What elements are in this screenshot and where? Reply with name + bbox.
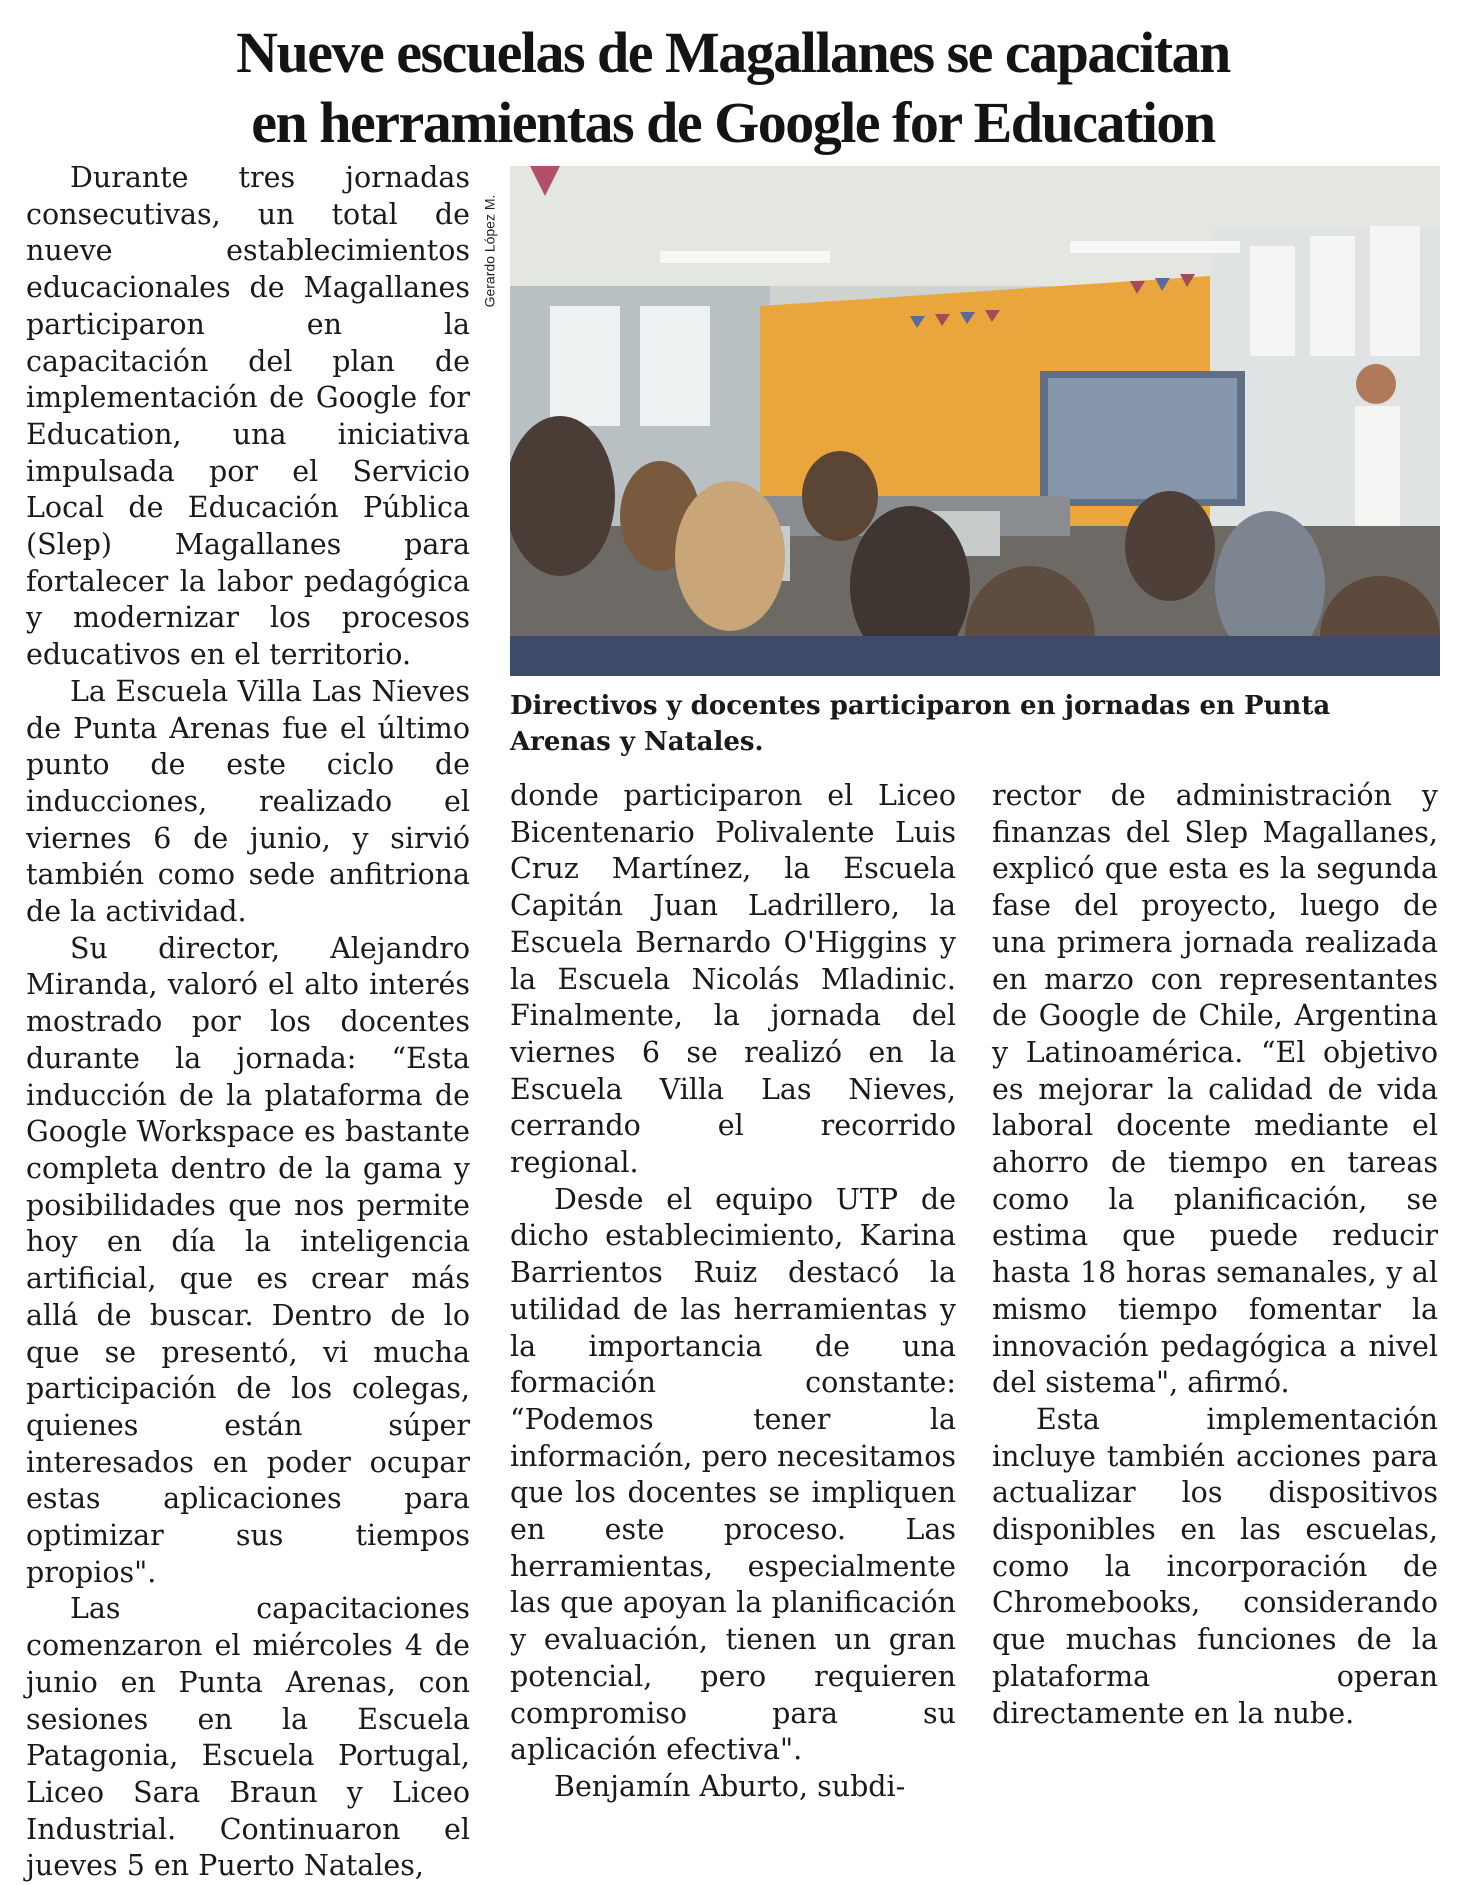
classroom-photo	[510, 166, 1440, 676]
article-column-3	[992, 778, 1438, 1732]
paragraph: Su director, Alejandro Miranda, valoró el alto interés mostrado por los docentes durante la jornada: “Esta inducción de la plataforma de Google Workspace es bastante completa dentro de la gama y posibilidades que nos permite hoy en día la inteligencia artificial, que es crear más allá de buscar. Dentro de lo que se presentó, vi mucha participación de los colegas, quienes están súper interesados en poder ocupar estas aplicaciones para optimizar sus tiempos propios".	[26, 931, 470, 1589]
article-column-2	[510, 778, 956, 1806]
headline-line-1: Nueve escuelas de Magallanes se capacitan	[236, 20, 1230, 85]
paragraph: Desde el equipo UTP de dicho establecimiento, Karina Barrientos Ruiz destacó la utilidad de las herramientas y la importancia de una formación constante: “Podemos tener la información, pero necesitamos que los docentes se impliquen en este proceso. Las herramientas, especialmente las que apoyan la planificación y evaluación, tienen un gran potencial, pero requieren compromiso para su aplicación efectiva".	[510, 1182, 956, 1767]
article-column-1	[26, 160, 470, 1885]
paragraph: Durante tres jornadas consecutivas, un total de nueve establecimientos educacionales de Magallanes participaron en la capacitación del plan de implementación de Google for Education, una iniciativa impulsada por el Servicio Local de Educación Pública (Slep) Magallanes para fortalecer la labor pedagógica y modernizar los procesos educativos en el territorio.	[26, 161, 470, 672]
paragraph: rector de administración y finanzas del Slep Magallanes, explicó que esta es la segunda fase del proyecto, luego de una primera jornada realizada en marzo con representantes de Google de Chile, Argentina y Latinoamérica. “El objetivo es mejorar la calidad de vida laboral docente mediante el ahorro de tiempo en tareas como la planificación, se estima que puede reducir hasta 18 horas semanales, y al mismo tiempo fomentar la innovación pedagógica a nivel del sistema", afirmó.	[992, 779, 1438, 1400]
headline	[60, 18, 1406, 158]
paragraph: donde participaron el Liceo Bicentenario Polivalente Luis Cruz Martínez, la Escuela Capitán Juan Ladrillero, la Escuela Bernardo O'Higgins y la Escuela Nicolás Mladinic. Finalmente, la jornada del viernes 6 se realizó en la Escuela Villa Las Nieves, cerrando el recorrido regional.	[510, 779, 956, 1180]
paragraph: La Escuela Villa Las Nieves de Punta Arenas fue el último punto de este ciclo de inducciones, realizado el viernes 6 de junio, y sirvió también como sede anfitriona de la actividad.	[26, 674, 470, 929]
photo-caption: Directivos y docentes participaron en jornadas en Punta Arenas y Natales.	[510, 691, 1331, 757]
photo-credit: Gerardo López M.	[481, 194, 497, 308]
paragraph: Benjamín Aburto, subdi-	[554, 1769, 906, 1803]
paragraph: Esta implementación incluye también acciones para actualizar los dispositivos disponibles en las escuelas, como la incorporación de Chromebooks, considerando que muchas funciones de la plataforma operan directamente en la nube.	[992, 1402, 1438, 1730]
paragraph: Las capacitaciones comenzaron el miércoles 4 de junio en Punta Arenas, con sesiones en la Escuela Patagonia, Escuela Portugal, Liceo Sara Braun y Liceo Industrial. Continuaron el jueves 5 en Puerto Natales,	[26, 1592, 470, 1883]
headline-line-2: en herramientas de Google for Education	[251, 90, 1215, 155]
